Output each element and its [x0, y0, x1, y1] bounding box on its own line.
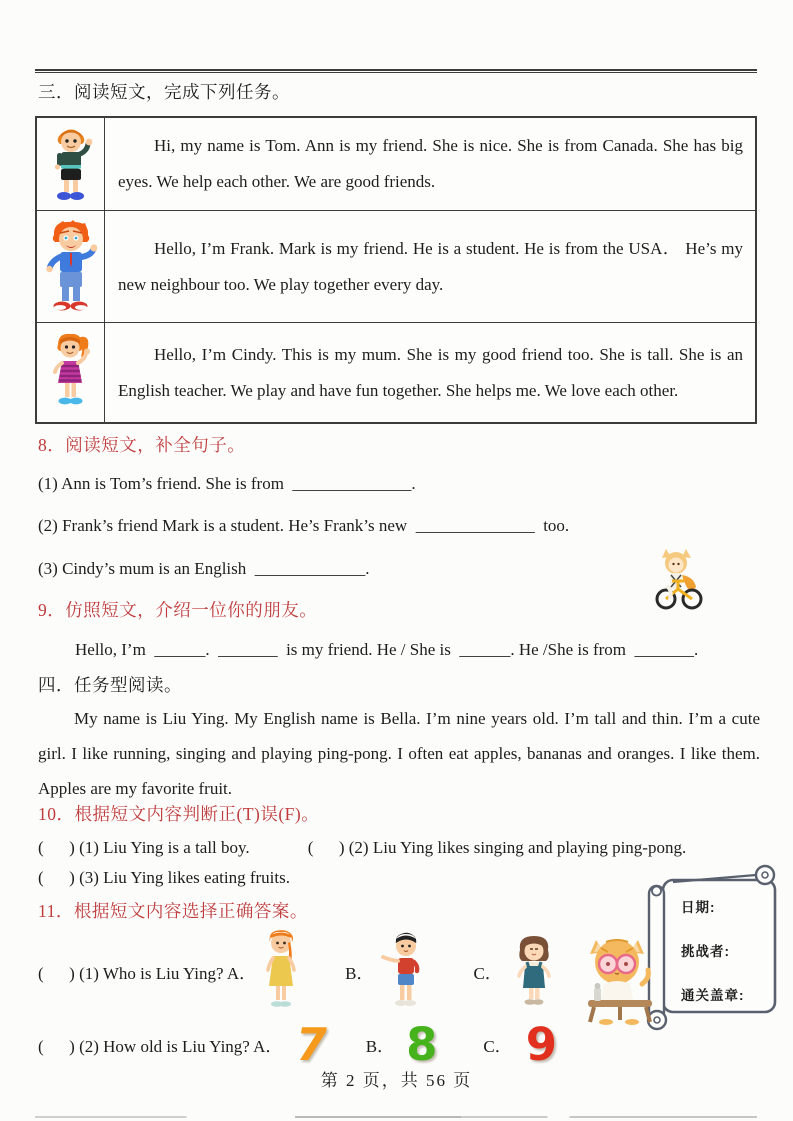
passage-row3-image-cell	[37, 322, 105, 422]
passage-row3-text-cell	[105, 322, 755, 422]
stamp-field-date: 日期:	[681, 900, 716, 915]
question9-template: Hello, I’m ______. _______ is my friend. He / She is ______. He /She is from _______.	[75, 640, 699, 659]
question11-item1-labelC: C．	[473, 963, 502, 983]
passage-row2-image-cell	[37, 210, 105, 322]
question9-title: 9．仿照短文，介绍一位你的朋友。	[38, 600, 318, 620]
boy-frank-thumb-up-icon	[45, 219, 97, 315]
question11-item1-row	[38, 928, 556, 1014]
question10-line2	[38, 868, 290, 888]
cat-on-bicycle-icon	[644, 545, 712, 613]
question11-item1-labelB: B．	[345, 963, 374, 983]
question11-item2-prefix: ( ) (2) How old is Liu Ying? A．	[38, 1036, 283, 1056]
question10-line1	[38, 838, 686, 858]
question11-item2-row	[38, 1018, 557, 1070]
section4-title: 四．任务型阅读。	[38, 675, 182, 695]
section4-passage: My name is Liu Ying. My English name is Bella. I’m nine years old. I’m tall and thin. I’m a cute girl. I like running, singing and playing ping-pong. I often eat apples, bananas and oranges. I like them. Apples are my favorite fruit.	[38, 709, 760, 798]
stamp-field-challenger: 挑战者:	[681, 944, 730, 959]
section3-title: 三．阅读短文，完成下列任务。	[38, 82, 290, 102]
passage-row1-text-cell	[105, 118, 755, 210]
question8-item2: (2) Frank’s friend Mark is a student. He’s Frank’s new ______________ too.	[38, 516, 570, 535]
page-number-footer: 第 2 页，共 56 页	[320, 1071, 473, 1090]
passage-row1-image-cell	[37, 118, 105, 210]
passage-text-frank: Hello, I’m Frank. Mark is my friend. He is a student. He is from the USA． He’s my new neighbour too. We play together every day.	[118, 238, 743, 294]
question11-title: 11．根据短文内容选择正确答案。	[38, 901, 308, 921]
boy-tom-waving-icon	[48, 124, 94, 204]
number-7-choice: 7	[291, 1017, 333, 1071]
question11-item2-labelC: C．	[483, 1036, 512, 1056]
question10-item2: ( ) (2) Liu Ying likes singing and playing ping-pong.	[307, 838, 687, 857]
stamp-field-pass-stamp: 通关盖章:	[681, 988, 745, 1003]
question8-title: 8．阅读短文，补全句子。	[38, 435, 246, 455]
number-9-choice: 9	[525, 1017, 558, 1071]
top-divider-line	[35, 69, 757, 73]
question11-item2-labelB: B．	[365, 1036, 395, 1056]
number-8-choice: 8	[406, 1017, 438, 1071]
question8-item1: (1) Ann is Tom’s friend. She is from ______________.	[38, 474, 416, 493]
passage-text-cindy: Hello, I’m Cindy. This is my mum. She is my good friend too. She is tall. She is an English teacher. We play and have fun together. She helps me. We love each other.	[118, 344, 743, 400]
cat-with-glasses-at-desk-icon	[576, 926, 664, 1026]
girl-cindy-waving-icon	[48, 331, 94, 415]
question10-title: 10．根据短文内容判断正(T)误(F)。	[38, 804, 320, 824]
question11-item1-prefix: ( ) (1) Who is Liu Ying? A．	[38, 963, 257, 983]
bottom-divider-line	[35, 1116, 757, 1118]
passage-table	[35, 116, 757, 424]
question8-item3: (3) Cindy’s mum is an English _____________.	[38, 559, 370, 578]
question10-item1: ( ) (1) Liu Ying is a tall boy.	[38, 838, 250, 857]
question10-item3: ( ) (3) Liu Ying likes eating fruits.	[38, 868, 290, 887]
passage-row2-text-cell	[105, 210, 755, 322]
passage-text-tom: Hi, my name is Tom. Ann is my friend. She is nice. She is from Canada. She has big eyes. We help each other. We are good friends.	[118, 136, 743, 191]
